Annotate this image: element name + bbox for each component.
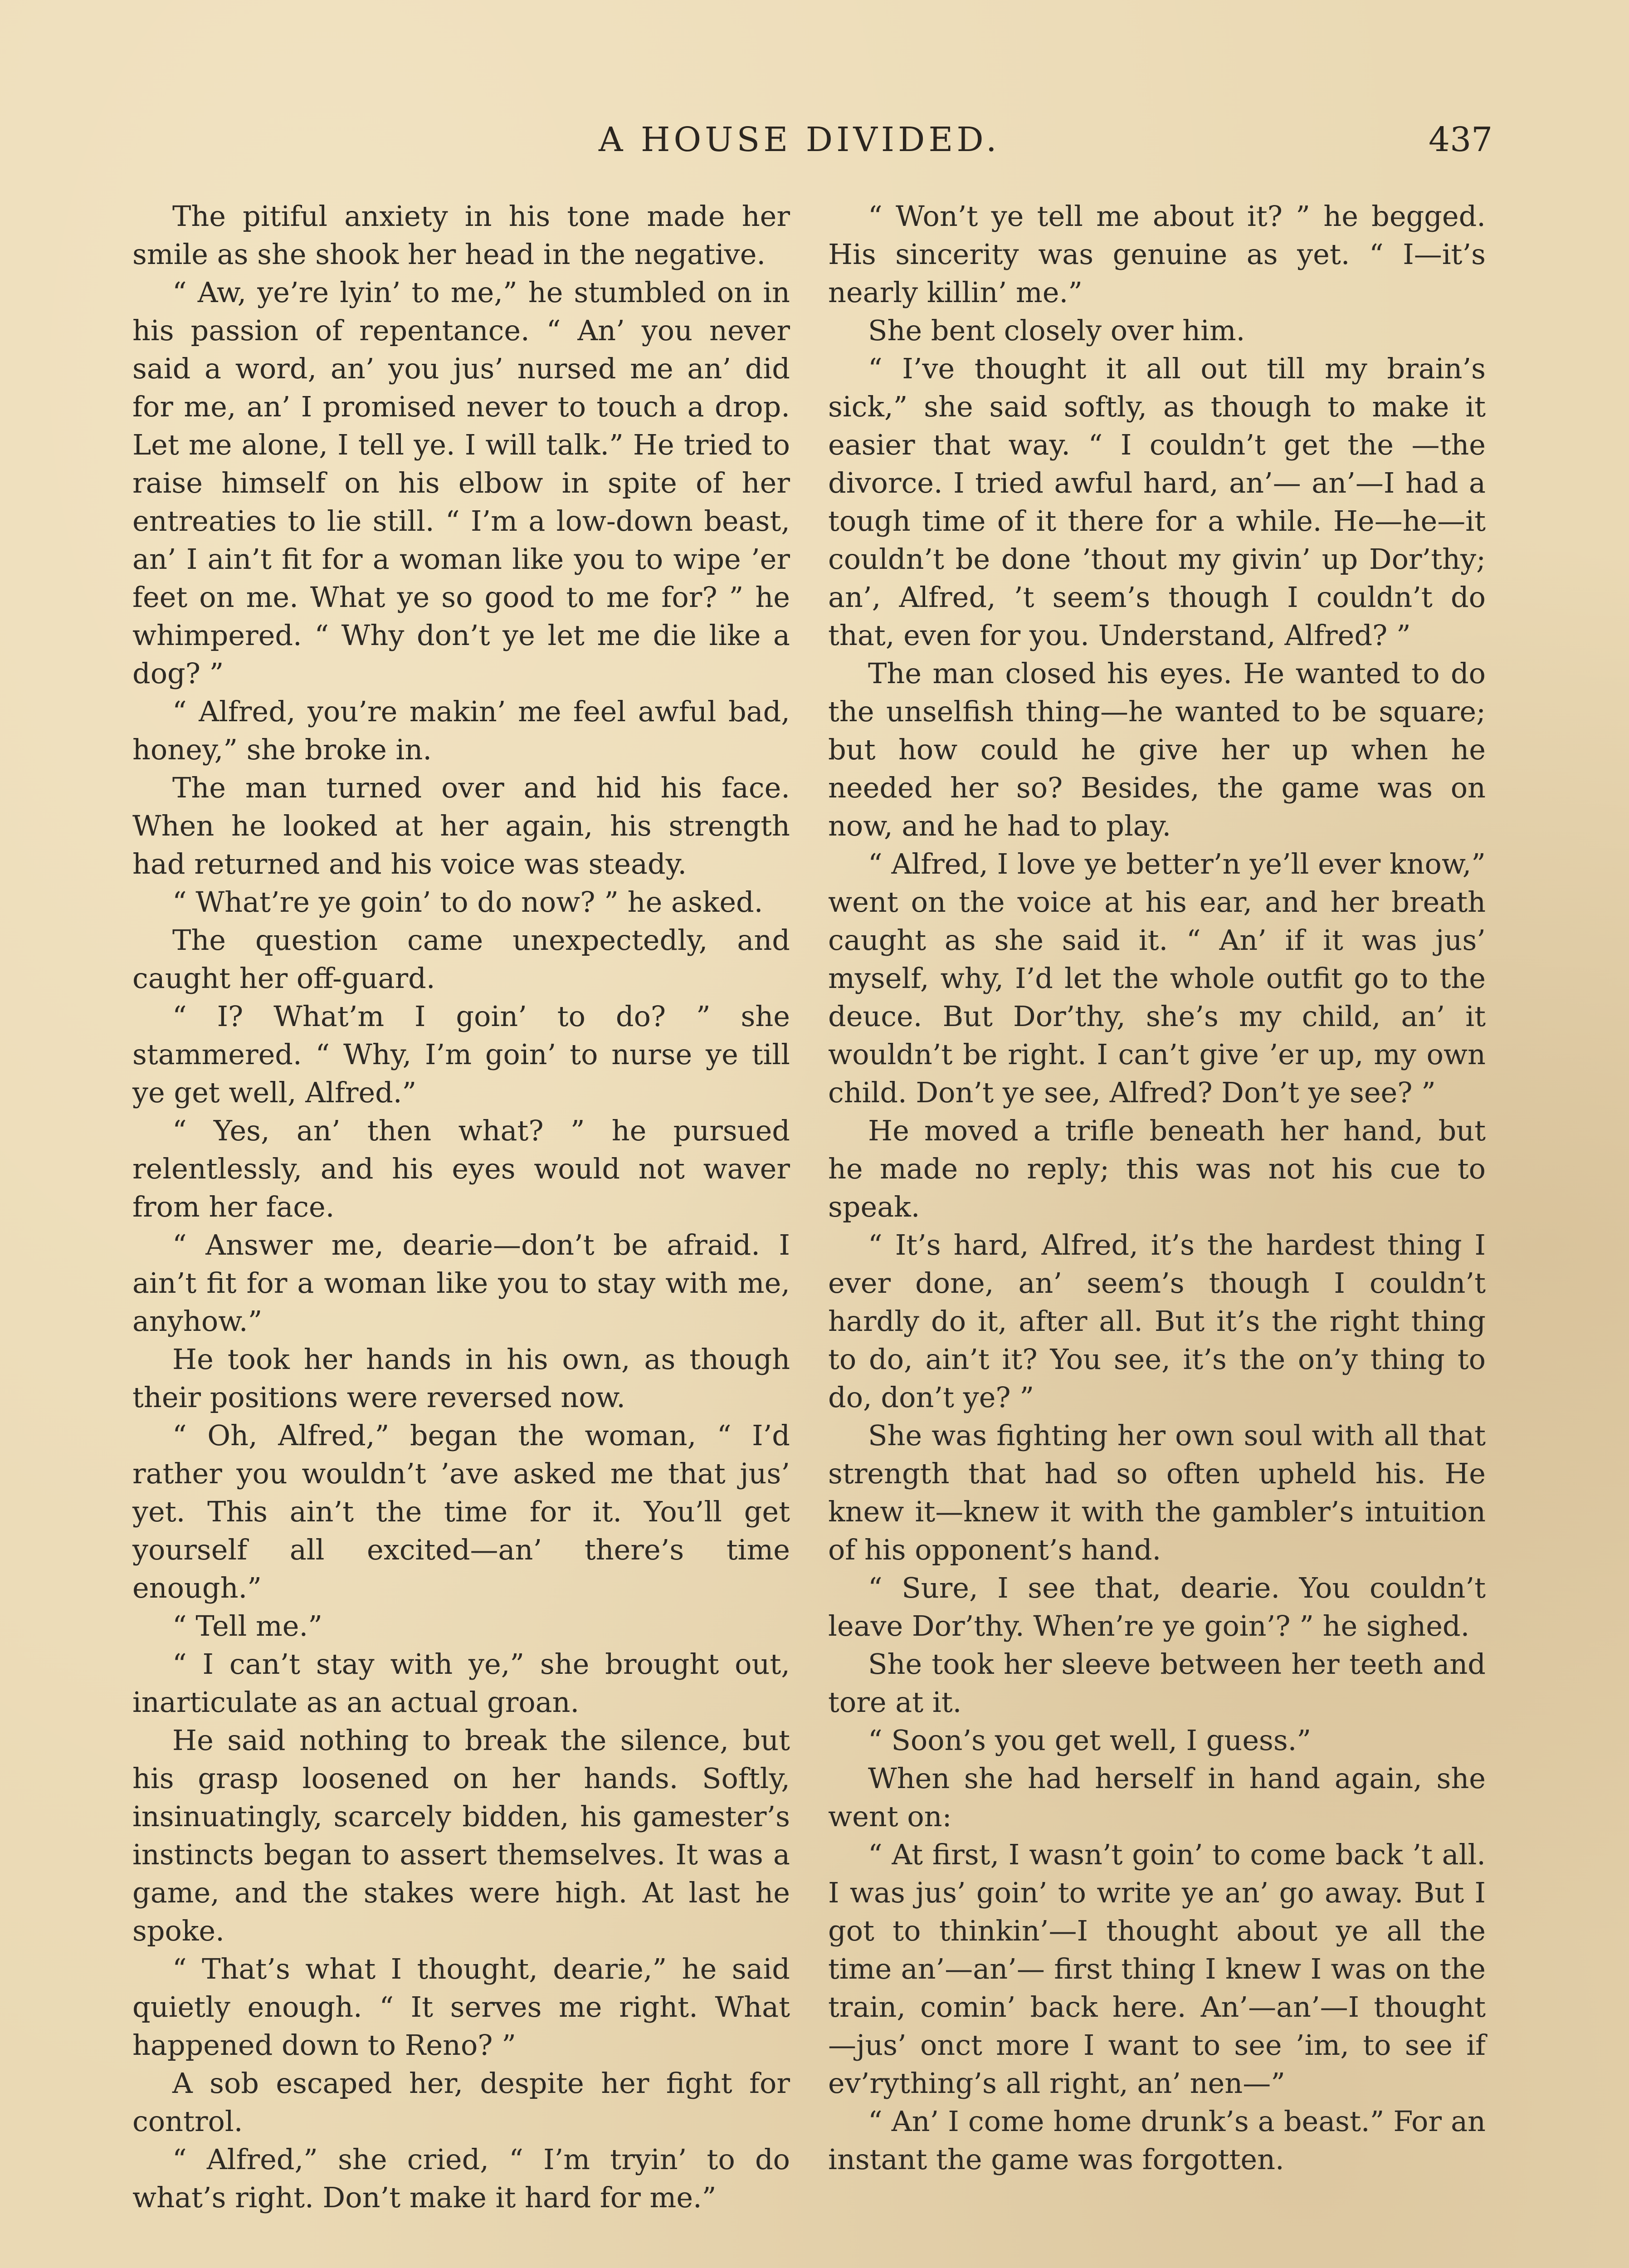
paragraph: The question came unexpectedly, and caught her off-guard. — [132, 924, 790, 995]
paragraph: The man turned over and hid his face. When he looked at her again, his strength had returned and his voice was steady. — [132, 771, 790, 880]
paragraph: “ Answer me, dearie—don’t be afraid. I ain’t fit for a woman like you to stay with me, anyhow.” — [132, 1228, 790, 1338]
paragraph: When she had herself in hand again, she went on: — [828, 1762, 1486, 1833]
paragraph: “ What’re ye goin’ to do now? ” he asked. — [172, 885, 763, 919]
running-head — [0, 120, 1629, 170]
page-number: 437 — [1429, 120, 1493, 159]
paragraph: The pitiful anxiety in his tone made her smile as she shook her head in the negative. — [132, 200, 790, 271]
paragraph: “ Aw, ye’re lyin’ to me,” he stumbled on in his passion of repentance. “ An’ you never said a word, an’ you jus’ nursed me an’ did for me, an’ I promised never to touch a drop. Let me alone, I tell ye. I will talk.” He tried to raise himself on his elbow in spite of her entreaties to lie still. “ I’m a low-down beast, an’ I ain’t fit for a woman like you to wipe ’er feet on me. What ye so good to me for? ” he whimpered. “ Why don’t ye let me die like a dog? ” — [132, 276, 790, 690]
paragraph: “ Alfred, I love ye better’n ye’ll ever know,” went on the voice at his ear, and her breath caught as she said it. “ An’ if it was jus’ myself, why, I’d let the whole outfit go to the deuce. But Dor’thy, she’s my child, an’ it wouldn’t be right. I can’t give ’er up, my own child. Don’t ye see, Alfred? Don’t ye see? ” — [828, 847, 1486, 1109]
paragraph: “ Alfred, you’re makin’ me feel awful bad, honey,” she broke in. — [132, 695, 790, 766]
paragraph: “ That’s what I thought, dearie,” he said quietly enough. “ It serves me right. What happened down to Reno? ” — [132, 1952, 790, 2062]
paragraph: “ Soon’s you get well, I guess.” — [868, 1724, 1312, 1757]
paragraph: He moved a trifle beneath her hand, but he made no reply; this was not his cue to speak. — [828, 1114, 1486, 1223]
paragraph: “ Sure, I see that, dearie. You couldn’t leave Dor’thy. When’re ye goin’? ” he sighed. — [828, 1571, 1486, 1642]
paragraph: He said nothing to break the silence, but his grasp loosened on her hands. Softly, insinuatingly, scarcely bidden, his gamester’s instincts began to assert themselves. It was a game, and the stakes were high. At last he spoke. — [132, 1724, 790, 1947]
right-text-column — [828, 197, 1486, 2179]
paragraph: She took her sleeve between her teeth and tore at it. — [828, 1647, 1486, 1719]
left-text-column — [132, 197, 790, 2217]
paragraph: “ Alfred,” she cried, “ I’m tryin’ to do what’s right. Don’t make it hard for me.” — [132, 2143, 790, 2214]
paragraph: “ At first, I wasn’t goin’ to come back ’t all. I was jus’ goin’ to write ye an’ go away. But I got to thinkin’—I thought about ye all the time an’—an’— first thing I knew I was on the train, comin’ back here. An’—an’—I thought —jus’ onct more I want to see ’im, to see if ev’rything’s all right, an’ nen—” — [828, 1838, 1486, 2100]
paragraph: “ I? What’m I goin’ to do? ” she stammered. “ Why, I’m goin’ to nurse ye till ye get well, Alfred.” — [132, 1000, 790, 1109]
paragraph: She bent closely over him. — [868, 314, 1245, 347]
paragraph: “ Won’t ye tell me about it? ” he begged. His sincerity was genuine as yet. “ I—it’s nearly killin’ me.” — [828, 200, 1486, 309]
running-title: A HOUSE DIVIDED. — [599, 120, 1000, 159]
paragraph: “ I’ve thought it all out till my brain’s sick,” she said softly, as though to make it easier that way. “ I couldn’t get the —the divorce. I tried awful hard, an’— an’—I had a tough time of it there for a while. He—he—it couldn’t be done ’thout my givin’ up Dor’thy; an’, Alfred, ’t seem’s though I couldn’t do that, even for you. Understand, Alfred? ” — [828, 352, 1486, 652]
paragraph: “ I can’t stay with ye,” she brought out, inarticulate as an actual groan. — [132, 1647, 790, 1719]
paragraph: She was fighting her own soul with all that strength that had so often upheld his. He knew it—knew it with the gambler’s intuition of his opponent’s hand. — [828, 1419, 1486, 1566]
paragraph: “ An’ I come home drunk’s a beast.” For an instant the game was forgotten. — [828, 2105, 1486, 2176]
paragraph: He took her hands in his own, as though their positions were reversed now. — [132, 1343, 790, 1414]
paragraph: “ It’s hard, Alfred, it’s the hardest thing I ever done, an’ seem’s though I couldn’t hardly do it, after all. But it’s the right thing to do, ain’t it? You see, it’s the on’y thing to do, don’t ye? ” — [828, 1228, 1486, 1414]
paragraph: “ Yes, an’ then what? ” he pursued relentlessly, and his eyes would not waver from her face. — [132, 1114, 790, 1223]
paragraph: “ Oh, Alfred,” began the woman, “ I’d rather you wouldn’t ’ave asked me that jus’ yet. This ain’t the time for it. You’ll get yourself all excited—an’ there’s time enough.” — [132, 1419, 790, 1604]
paragraph: The man closed his eyes. He wanted to do the unselfish thing—he wanted to be square; but how could he give her up when he needed her so? Besides, the game was on now, and he had to play. — [828, 657, 1486, 842]
paragraph: “ Tell me.” — [172, 1609, 322, 1642]
paragraph: A sob escaped her, despite her fight for control. — [132, 2067, 790, 2138]
